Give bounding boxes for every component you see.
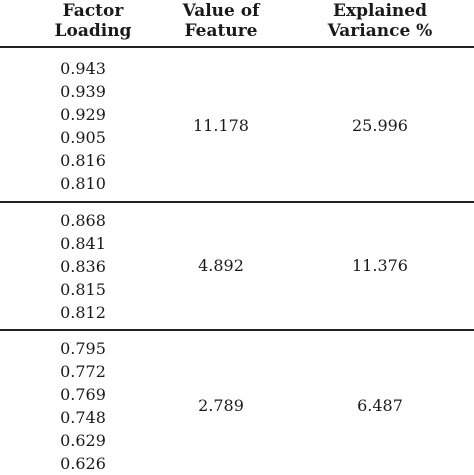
- group-divider: [0, 201, 474, 203]
- loading-value: 0.810: [60, 174, 106, 193]
- loading-value: 0.905: [60, 128, 106, 147]
- loading-value: 0.748: [60, 408, 106, 427]
- value-of-feature: 4.892: [198, 256, 244, 275]
- header-value-of-feature: [158, 1, 284, 41]
- group-divider: [0, 329, 474, 331]
- header-explained-variance: [300, 1, 460, 41]
- table-row-group-1: [0, 57, 474, 195]
- header-factor-loading-line2: Loading: [54, 21, 132, 41]
- explained-variance: 6.487: [357, 396, 403, 415]
- loading-value: 0.795: [60, 339, 106, 358]
- loading-value: 0.769: [60, 385, 106, 404]
- header-value-of-feature-line1: Value of: [182, 1, 260, 21]
- header-value-of-feature-line2: Feature: [184, 21, 258, 41]
- loading-value: 0.939: [60, 82, 106, 101]
- loading-value: 0.812: [60, 303, 106, 322]
- explained-variance: 11.376: [352, 256, 408, 275]
- loading-value: 0.815: [60, 280, 106, 299]
- header-divider: [0, 46, 474, 48]
- loading-value: 0.836: [60, 257, 106, 276]
- loading-value: 0.841: [60, 234, 106, 253]
- header-factor-loading-line1: Factor: [62, 1, 124, 21]
- loading-value: 0.868: [60, 211, 106, 230]
- loading-value: 0.626: [60, 454, 106, 473]
- loading-value: 0.772: [60, 362, 106, 381]
- factor-loadings-list: [28, 57, 138, 195]
- header-explained-variance-line1: Explained: [333, 1, 427, 21]
- factor-loadings-list: [28, 209, 138, 324]
- table-row-group-2: [0, 209, 474, 323]
- loading-value: 0.629: [60, 431, 106, 450]
- header-factor-loading: [28, 1, 158, 41]
- table-row-group-3: [0, 337, 474, 474]
- table-header: [0, 0, 474, 46]
- loading-value: 0.816: [60, 151, 106, 170]
- factor-loadings-list: [28, 337, 138, 475]
- explained-variance: 25.996: [352, 116, 408, 135]
- value-of-feature: 11.178: [193, 116, 249, 135]
- header-explained-variance-line2: Variance %: [327, 21, 433, 41]
- loading-value: 0.929: [60, 105, 106, 124]
- loading-value: 0.943: [60, 59, 106, 78]
- value-of-feature: 2.789: [198, 396, 244, 415]
